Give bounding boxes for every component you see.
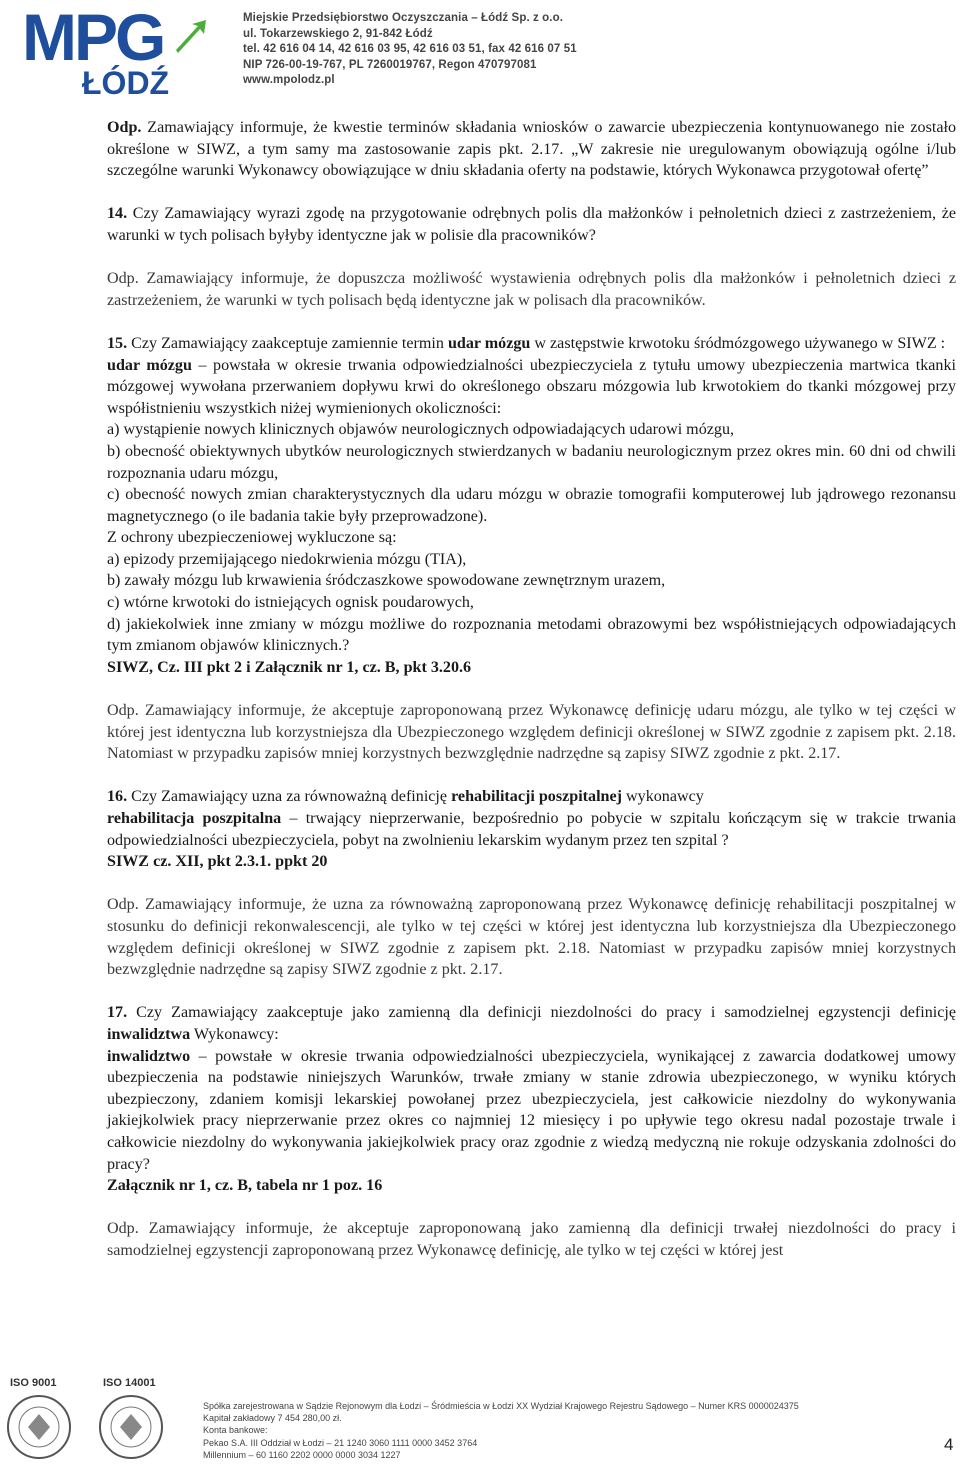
iso-14001-label: ISO 14001 (103, 1377, 156, 1389)
bank-pekao: Pekao S.A. III Oddział w Łodzi – 21 1240 3060 1111 0000 3452 3764 (203, 1437, 478, 1448)
question-14: 14. Czy Zamawiający wyrazi zgodę na przygotowanie odrębnych polis dla małżonków i pełnoletnich dzieci z zastrzeżeniem, że warunki w tych polisach byłyby identyczne jak w polisie dla pracowników? (107, 205, 956, 244)
question-17: 17. Czy Zamawiający zaakceptuje jako zamienną dla definicji niezdolności do pracy i samodzielnej egzystencji definicję inwalidztwa Wykonawcy: (107, 1004, 956, 1043)
list-item: c) obecność nowych zmian charakterystycznych dla udaru mózgu w obrazie tomografii komputerowej lub jądrowego rezonansu magnetycznego (o ile badania takie były przeprowadzone). (107, 486, 956, 525)
list-item: a) wystąpienie nowych klinicznych objawów neurologicznych odpowiadających udarowi mózgu, (107, 421, 735, 439)
company-nip: NIP 726-00-19-767, PL 7260019767, Regon 470797081 (243, 58, 537, 71)
answer-17: Odp. Zamawiający informuje, że akceptuje zaproponowaną jako zamienną dla definicji trwałej niezdolności do pracy i samodzielnej egzystencji zaproponowaną przez Wykonawcę definicję, ale tylko w tej części w której jest (107, 1220, 956, 1259)
reference-17: Załącznik nr 1, cz. B, tabela nr 1 poz. 16 (107, 1177, 383, 1195)
chamber-seal-icon (6, 1392, 72, 1462)
document-body (107, 117, 956, 1261)
company-phone: tel. 42 616 04 14, 42 616 03 95, 42 616 03 51, fax 42 616 07 51 (243, 43, 577, 55)
company-name: Miejskie Przedsiębiorstwo Oczyszczania – Łódź Sp. z o.o. (243, 12, 564, 24)
answer-13: Odp. Zamawiający informuje, że kwestie terminów składania wniosków o zawarcie ubezpieczenia kontynuowanego nie zostało określone w SIWZ, a tym samy ma zastosowanie zapis pkt. 2.17. „W zakresie nie uregulowanym obowiązują ogólne i/lub szczególne warunki Wykonawcy obowiązujące w dniu składania oferty na podstawie, których Wykonawca przygotował ofertę” (107, 119, 956, 180)
bank-millennium: Millennium – 60 1160 2202 0000 0000 3034 1227 (203, 1449, 401, 1460)
svg-text:MPG: MPG (22, 2, 164, 74)
list-item: b) zawały mózgu lub krwawienia śródczaszkowe spowodowane zewnętrznym urazem, (107, 572, 666, 590)
footer (0, 1370, 960, 1468)
registration-info (203, 1400, 799, 1461)
page-number: 4 (944, 1435, 954, 1454)
list-item: d) jakiekolwiek inne zmiany w mózgu możliwe do rozpoznania metodami obrazowymi bez współistniejących odpowiadających tym zmianom objawów klinicznych.? (107, 615, 956, 655)
definition-rehabilitacja: rehabilitacja poszpitalna – trwający nieprzerwanie, bezpośrednio po pobycie w szpitalu kończącym się w trakcie trwania odpowiedzialności ubezpieczyciela, pobyt na zwolnieniu lekarskim wydanym przez ten szpital ? (107, 810, 956, 849)
list-item: c) wtórne krwotoki do istniejących ognisk poudarowych, (107, 594, 474, 612)
company-www: www.mpolodz.pl (243, 74, 335, 86)
iso-9001-label: ISO 9001 (10, 1377, 57, 1389)
mpg-logo (22, 2, 227, 97)
list-item: b) obecność obiektywnych ubytków neurologicznych stwierdzanych w badaniu neurologicznym przez okres min. 60 dni od chwili rozpoznania udaru mózgu, (107, 442, 956, 482)
reference-16: SIWZ cz. XII, pkt 2.3.1. ppkt 20 (107, 853, 328, 871)
list-item: a) epizody przemijającego niedokrwienia mózgu (TIA), (107, 550, 467, 568)
answer-14: Odp. Zamawiający informuje, że dopuszcza możliwość wystawienia odrębnych polis dla małżonków i pełnoletnich dzieci z zastrzeżeniem, że warunki w tych polisach będą identyczne jak w polisach dla pracowników. (107, 270, 956, 309)
capital-line: Kapitał zakładowy 7 454 280,00 zł. (203, 1413, 342, 1424)
svg-text:ŁÓDŹ: ŁÓDŹ (82, 65, 170, 97)
definition-udar: udar mózgu – powstała w okresie trwania odpowiedzialności ubezpieczyciela z tytułu umowy ubezpieczenia martwica tkanki mózgowej wywołana przerwaniem dopływu krwi do określonego obszaru mózgowia lub krwotokiem do tkanki mózgowej przy współistnieniu wszystkich niżej wymienionych okoliczności: (107, 356, 956, 417)
krs-line: Spółka zarejestrowana w Sądzie Rejonowym dla Łodzi – Śródmieścia w Łodzi XX Wydział Krajowego Rejestru Sądowego – Numer KRS 0000024375 (203, 1401, 799, 1411)
definition-inwalidztwo: inwalidztwo – powstałe w okresie trwania odpowiedzialności ubezpieczyciela, wynikającej z zawarcia dodatkowej umowy ubezpieczenia na podstawie niniejszych Warunków, trwałe zmiany w stanie zdrowia ubezpieczonego, w wyniku których ubezpieczony, zdaniem komisji lekarskiej powołanej przez ubezpieczyciela, jest całkowicie niezdolny do wykonywania jakiejkolwiek pracy nieprzerwanie przez okres co najmniej 12 miesięcy i po upływie tego okresu nadal pozostaje trwale i całkowicie niezdolny do wykonywania jakiejkolwiek pracy oraz zgodnie z wiedzą medyczną nie rokuje odzyskania zdolności do pracy? (107, 1047, 956, 1173)
question-15: 15. Czy Zamawiający zaakceptuje zamiennie termin udar mózgu w zastępstwie krwotoku śródmózgowego używanego w SIWZ : (107, 334, 946, 352)
company-address (243, 11, 577, 89)
letterhead (0, 0, 960, 110)
company-street: ul. Tokarzewskiego 2, 91-842 Łódź (243, 27, 433, 40)
answer-16: Odp. Zamawiający informuje, że uzna za równoważną zaproponowaną przez Wykonawcę definicję rehabilitacji poszpitalnej w stosunku do definicji rekonwalescencji, ale tylko w tej części w której jest identyczna lub korzystniejsza dla Ubezpieczonego względem definicji określonej w SIWZ zgodnie z zapisem pkt. 2.18. Natomiast w przypadku zapisów mniej korzystnych bezwzględnie nadrzędne są zapisy SIWZ zgodnie z pkt. 2.17. (107, 896, 956, 979)
answer-15: Odp. Zamawiający informuje, że akceptuje zaproponowaną przez Wykonawcę definicję udaru mózgu, ale tylko w tej części w której jest identyczna lub korzystniejsza dla Ubezpieczonego względem definicji określonej w SIWZ zgodnie z zapisem pkt. 2.18. Natomiast w przypadku zapisów mniej korzystnych bezwzględnie nadrzędne są zapisy SIWZ zgodnie z pkt. 2.17. (107, 702, 956, 763)
reference-15: SIWZ, Cz. III pkt 2 i Załącznik nr 1, cz. B, pkt 3.20.6 (107, 658, 472, 676)
question-16: 16. Czy Zamawiający uzna za równoważną definicję rehabilitacji poszpitalnej wykonawcy (107, 788, 704, 806)
exclusions-title: Z ochrony ubezpieczeniowej wykluczone są: (107, 529, 397, 547)
bank-title: Konta bankowe: (203, 1425, 268, 1436)
chamber-seal-icon (98, 1392, 164, 1462)
